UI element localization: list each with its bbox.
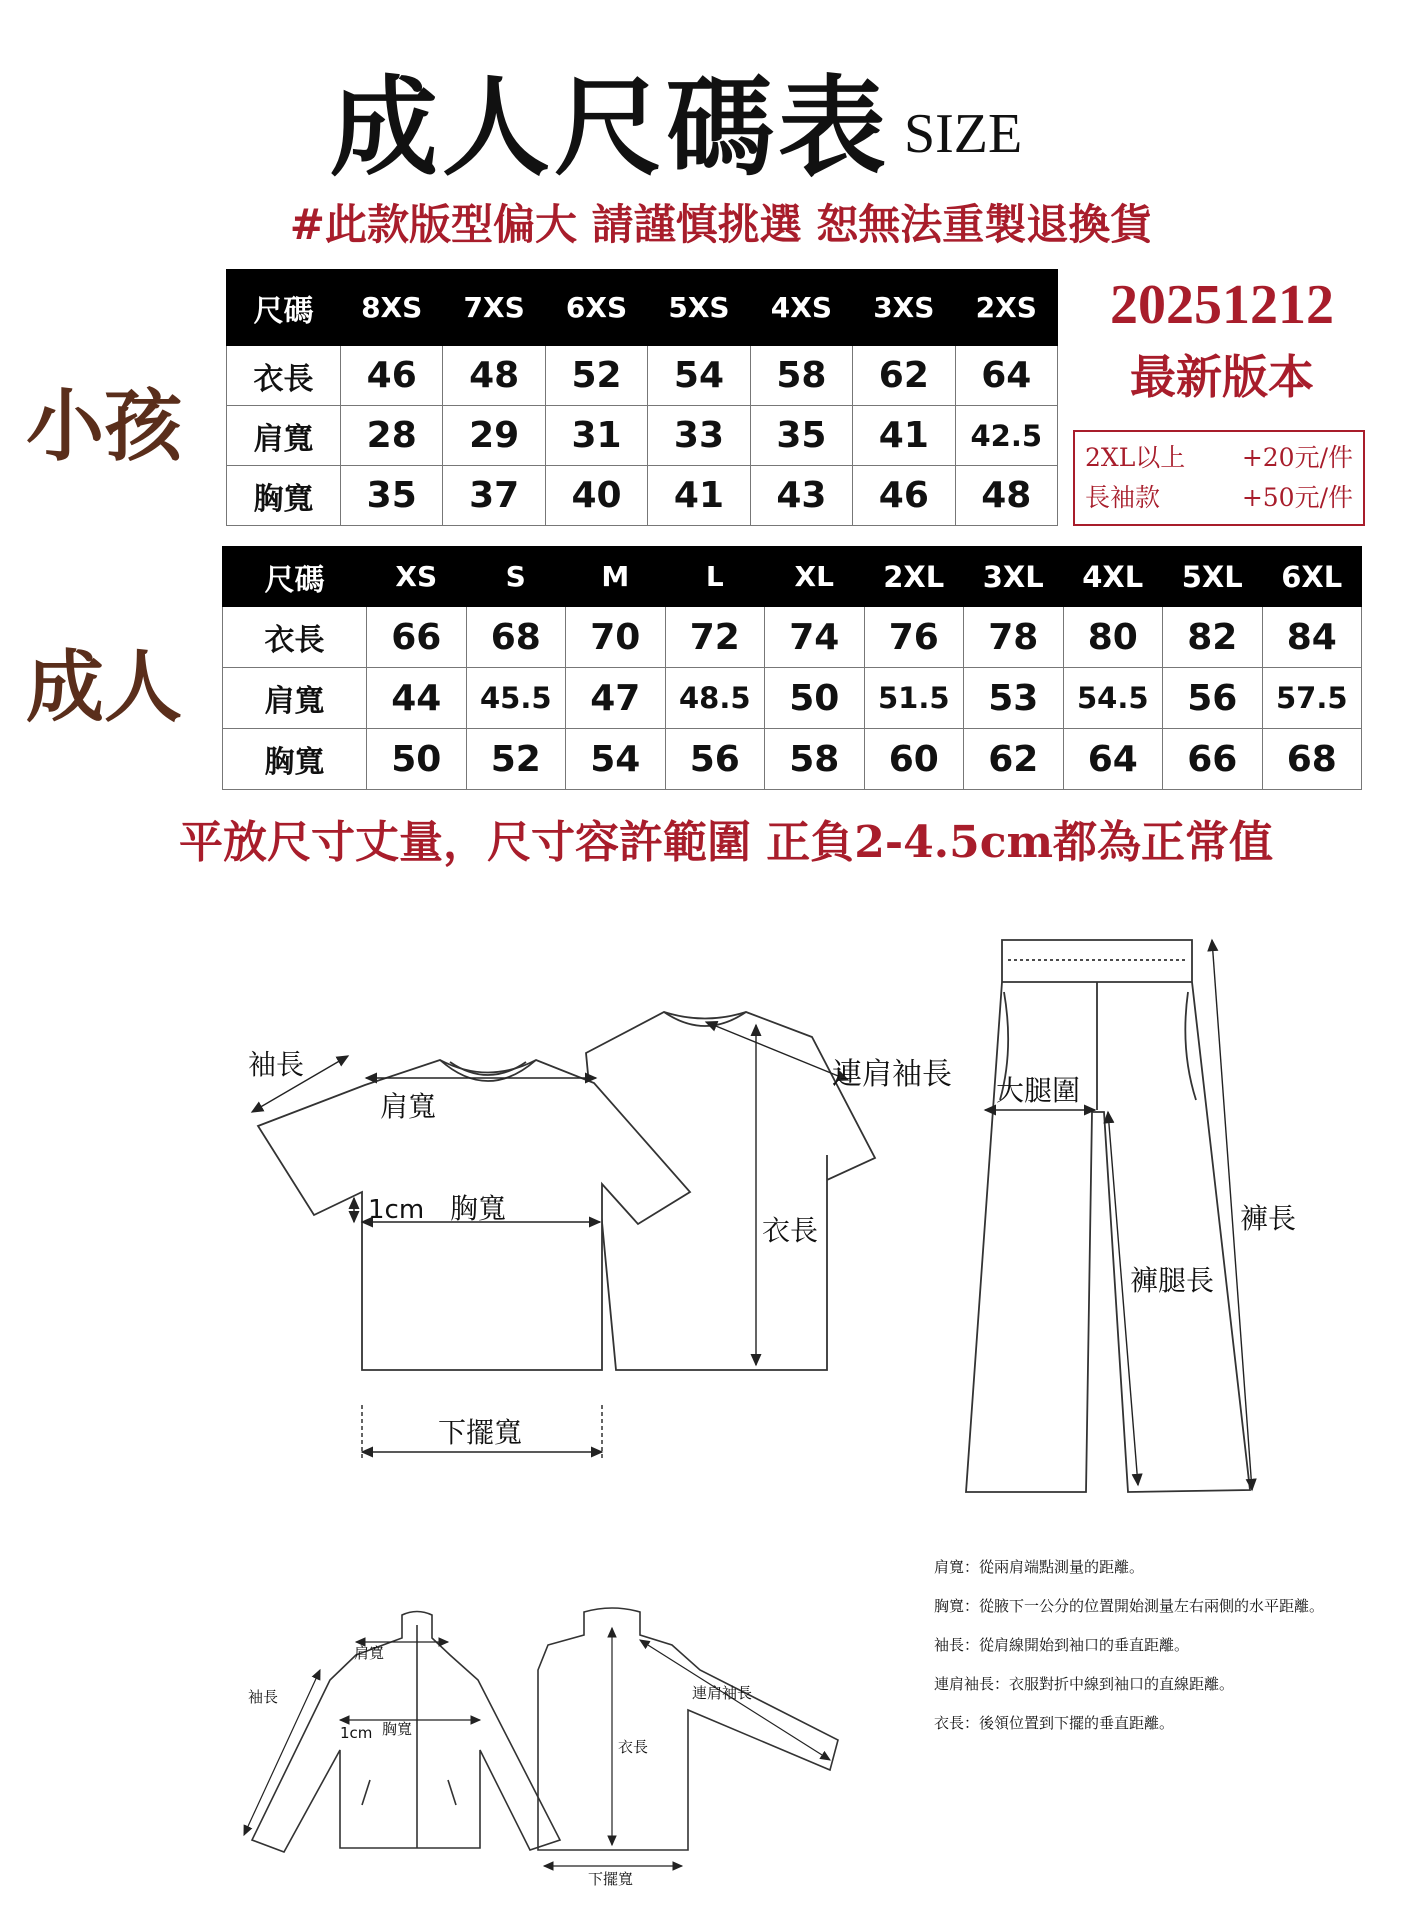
kids-size-header: 3XS: [853, 270, 955, 346]
table-cell: 64: [955, 346, 1057, 406]
table-cell: 48: [443, 346, 545, 406]
title-main: 成人尺碼表: [330, 65, 891, 191]
measurement-definitions: [934, 1548, 1324, 1743]
kids-size-header: 8XS: [341, 270, 443, 346]
adults-size-header: 6XL: [1262, 547, 1362, 607]
kids-header-label: 尺碼: [227, 270, 341, 346]
table-cell: 56: [1163, 668, 1263, 729]
table-row: [227, 466, 1058, 526]
price-value: +20元/件: [1241, 443, 1353, 472]
table-cell: 35: [341, 466, 443, 526]
table-cell: 52: [545, 346, 647, 406]
price-note: [1073, 430, 1365, 526]
table-cell: 68: [466, 607, 566, 668]
table-row: [223, 607, 1362, 668]
adults-size-header: 3XL: [964, 547, 1064, 607]
table-cell: 44: [367, 668, 467, 729]
table-cell: 53: [964, 668, 1064, 729]
version-info: [1072, 276, 1372, 407]
table-cell: 72: [665, 607, 765, 668]
adults-header-label: 尺碼: [223, 547, 367, 607]
row-label: 胸寬: [227, 466, 341, 526]
table-cell: 41: [648, 466, 750, 526]
table-row: [223, 729, 1362, 790]
tee-shoulder-label: 肩寬: [380, 1090, 437, 1123]
row-label: 衣長: [227, 346, 341, 406]
price-value: +50元/件: [1241, 483, 1353, 512]
notice-top: #此款版型偏大 請謹慎挑選 恕無法重製退換貨: [289, 200, 1153, 249]
jacket-shoulder-label: 肩寬: [354, 1644, 385, 1662]
kids-size-header: 2XS: [955, 270, 1057, 346]
jacket-sleeve-label: 袖長: [248, 1688, 279, 1706]
adults-header-row: [223, 547, 1362, 607]
adults-size-header: L: [665, 547, 765, 607]
kids-size-header: 5XS: [648, 270, 750, 346]
pants-diagram: [966, 940, 1250, 1492]
row-label: 衣長: [223, 607, 367, 668]
definition-item: 袖長：從肩線開始到袖口的垂直距離。: [934, 1636, 1190, 1654]
table-cell: 37: [443, 466, 545, 526]
price-row: [1085, 438, 1353, 478]
table-cell: 58: [750, 346, 852, 406]
notice-bottom: 平放尺寸丈量，尺寸容許範圍 正負2-4.5cm都為正常值: [178, 817, 1274, 868]
table-cell: 33: [648, 406, 750, 466]
pants-inseam-label: 褲腿長: [1130, 1264, 1215, 1297]
table-cell: 76: [864, 607, 964, 668]
table-cell: 50: [367, 729, 467, 790]
table-cell: 31: [545, 406, 647, 466]
adults-size-header: 5XL: [1163, 547, 1263, 607]
adults-size-header: M: [566, 547, 666, 607]
table-cell: 66: [367, 607, 467, 668]
table-row: [227, 346, 1058, 406]
tee-chest-label: 胸寬: [450, 1192, 507, 1225]
table-cell: 70: [566, 607, 666, 668]
table-cell: 28: [341, 406, 443, 466]
table-cell: 58: [765, 729, 865, 790]
table-cell: 62: [964, 729, 1064, 790]
price-label: 長袖款: [1085, 483, 1161, 512]
table-cell: 52: [466, 729, 566, 790]
price-row: [1085, 478, 1353, 518]
table-cell: 60: [864, 729, 964, 790]
jacket-chest-offset-label: 1cm: [340, 1724, 373, 1742]
version-label: 最新版本: [1130, 349, 1314, 404]
kids-size-header: 7XS: [443, 270, 545, 346]
kids-size-header: 6XS: [545, 270, 647, 346]
definition-item: 肩寬：從兩肩端點測量的距離。: [934, 1558, 1145, 1576]
table-cell: 47: [566, 668, 666, 729]
table-row: [227, 406, 1058, 466]
adults-size-header: S: [466, 547, 566, 607]
kids-size-table: [226, 269, 1058, 526]
table-cell: 54.5: [1063, 668, 1163, 729]
table-cell: 45.5: [466, 668, 566, 729]
pants-thigh-label: 大腿圍: [996, 1074, 1081, 1107]
jacket-hem-label: 下擺寬: [588, 1870, 634, 1888]
page-title: [330, 52, 1023, 191]
table-cell: 43: [750, 466, 852, 526]
price-label: 2XL以上: [1085, 443, 1186, 472]
table-cell: 56: [665, 729, 765, 790]
table-cell: 46: [853, 466, 955, 526]
adults-size-header: 4XL: [1063, 547, 1163, 607]
row-label: 肩寬: [223, 668, 367, 729]
adults-label: 成人: [26, 642, 183, 733]
row-label: 肩寬: [227, 406, 341, 466]
table-cell: 84: [1262, 607, 1362, 668]
jacket-chest-label: 胸寬: [382, 1720, 413, 1738]
table-row: [223, 668, 1362, 729]
table-cell: 54: [566, 729, 666, 790]
table-cell: 51.5: [864, 668, 964, 729]
table-cell: 40: [545, 466, 647, 526]
definition-item: 衣長：後領位置到下擺的垂直距離。: [934, 1714, 1175, 1732]
jacket-measure-lines: [244, 1628, 830, 1866]
table-cell: 35: [750, 406, 852, 466]
kids-header-row: [227, 270, 1058, 346]
table-cell: 66: [1163, 729, 1263, 790]
table-cell: 50: [765, 668, 865, 729]
tee-sleeve-label: 袖長: [248, 1048, 305, 1081]
tee-chest-offset-label: 1cm: [368, 1195, 425, 1225]
tee-length-label: 衣長: [762, 1214, 819, 1247]
definition-item: 連肩袖長：衣服對折中線到袖口的直線距離。: [934, 1675, 1235, 1693]
adults-size-header: XL: [765, 547, 865, 607]
kids-label: 小孩: [26, 381, 183, 472]
table-cell: 48: [955, 466, 1057, 526]
table-cell: 54: [648, 346, 750, 406]
tee-hem-label: 下擺寬: [438, 1416, 523, 1449]
adults-size-table: [222, 546, 1362, 790]
adults-size-header: XS: [367, 547, 467, 607]
table-cell: 82: [1163, 607, 1263, 668]
table-cell: 46: [341, 346, 443, 406]
definition-item: 胸寬：從腋下一公分的位置開始測量左右兩側的水平距離。: [934, 1597, 1325, 1615]
table-cell: 62: [853, 346, 955, 406]
table-cell: 78: [964, 607, 1064, 668]
table-cell: 48.5: [665, 668, 765, 729]
measurement-diagrams: [0, 900, 1412, 1900]
table-cell: 57.5: [1262, 668, 1362, 729]
table-cell: 80: [1063, 607, 1163, 668]
table-cell: 64: [1063, 729, 1163, 790]
kids-size-header: 4XS: [750, 270, 852, 346]
pants-measure-lines: [985, 940, 1252, 1490]
table-cell: 41: [853, 406, 955, 466]
jacket-back-diagram: [538, 1608, 838, 1850]
version-date: 20251212: [1110, 274, 1334, 336]
title-size: SIZE: [904, 103, 1023, 165]
row-label: 胸寬: [223, 729, 367, 790]
tee-raglan-label: 連肩袖長: [832, 1057, 952, 1092]
table-cell: 74: [765, 607, 865, 668]
jacket-length-label: 衣長: [618, 1738, 649, 1756]
table-cell: 42.5: [955, 406, 1057, 466]
jacket-raglan-label: 連肩袖長: [692, 1684, 753, 1702]
table-cell: 68: [1262, 729, 1362, 790]
table-cell: 29: [443, 406, 545, 466]
adults-size-header: 2XL: [864, 547, 964, 607]
pants-length-label: 褲長: [1240, 1202, 1297, 1235]
